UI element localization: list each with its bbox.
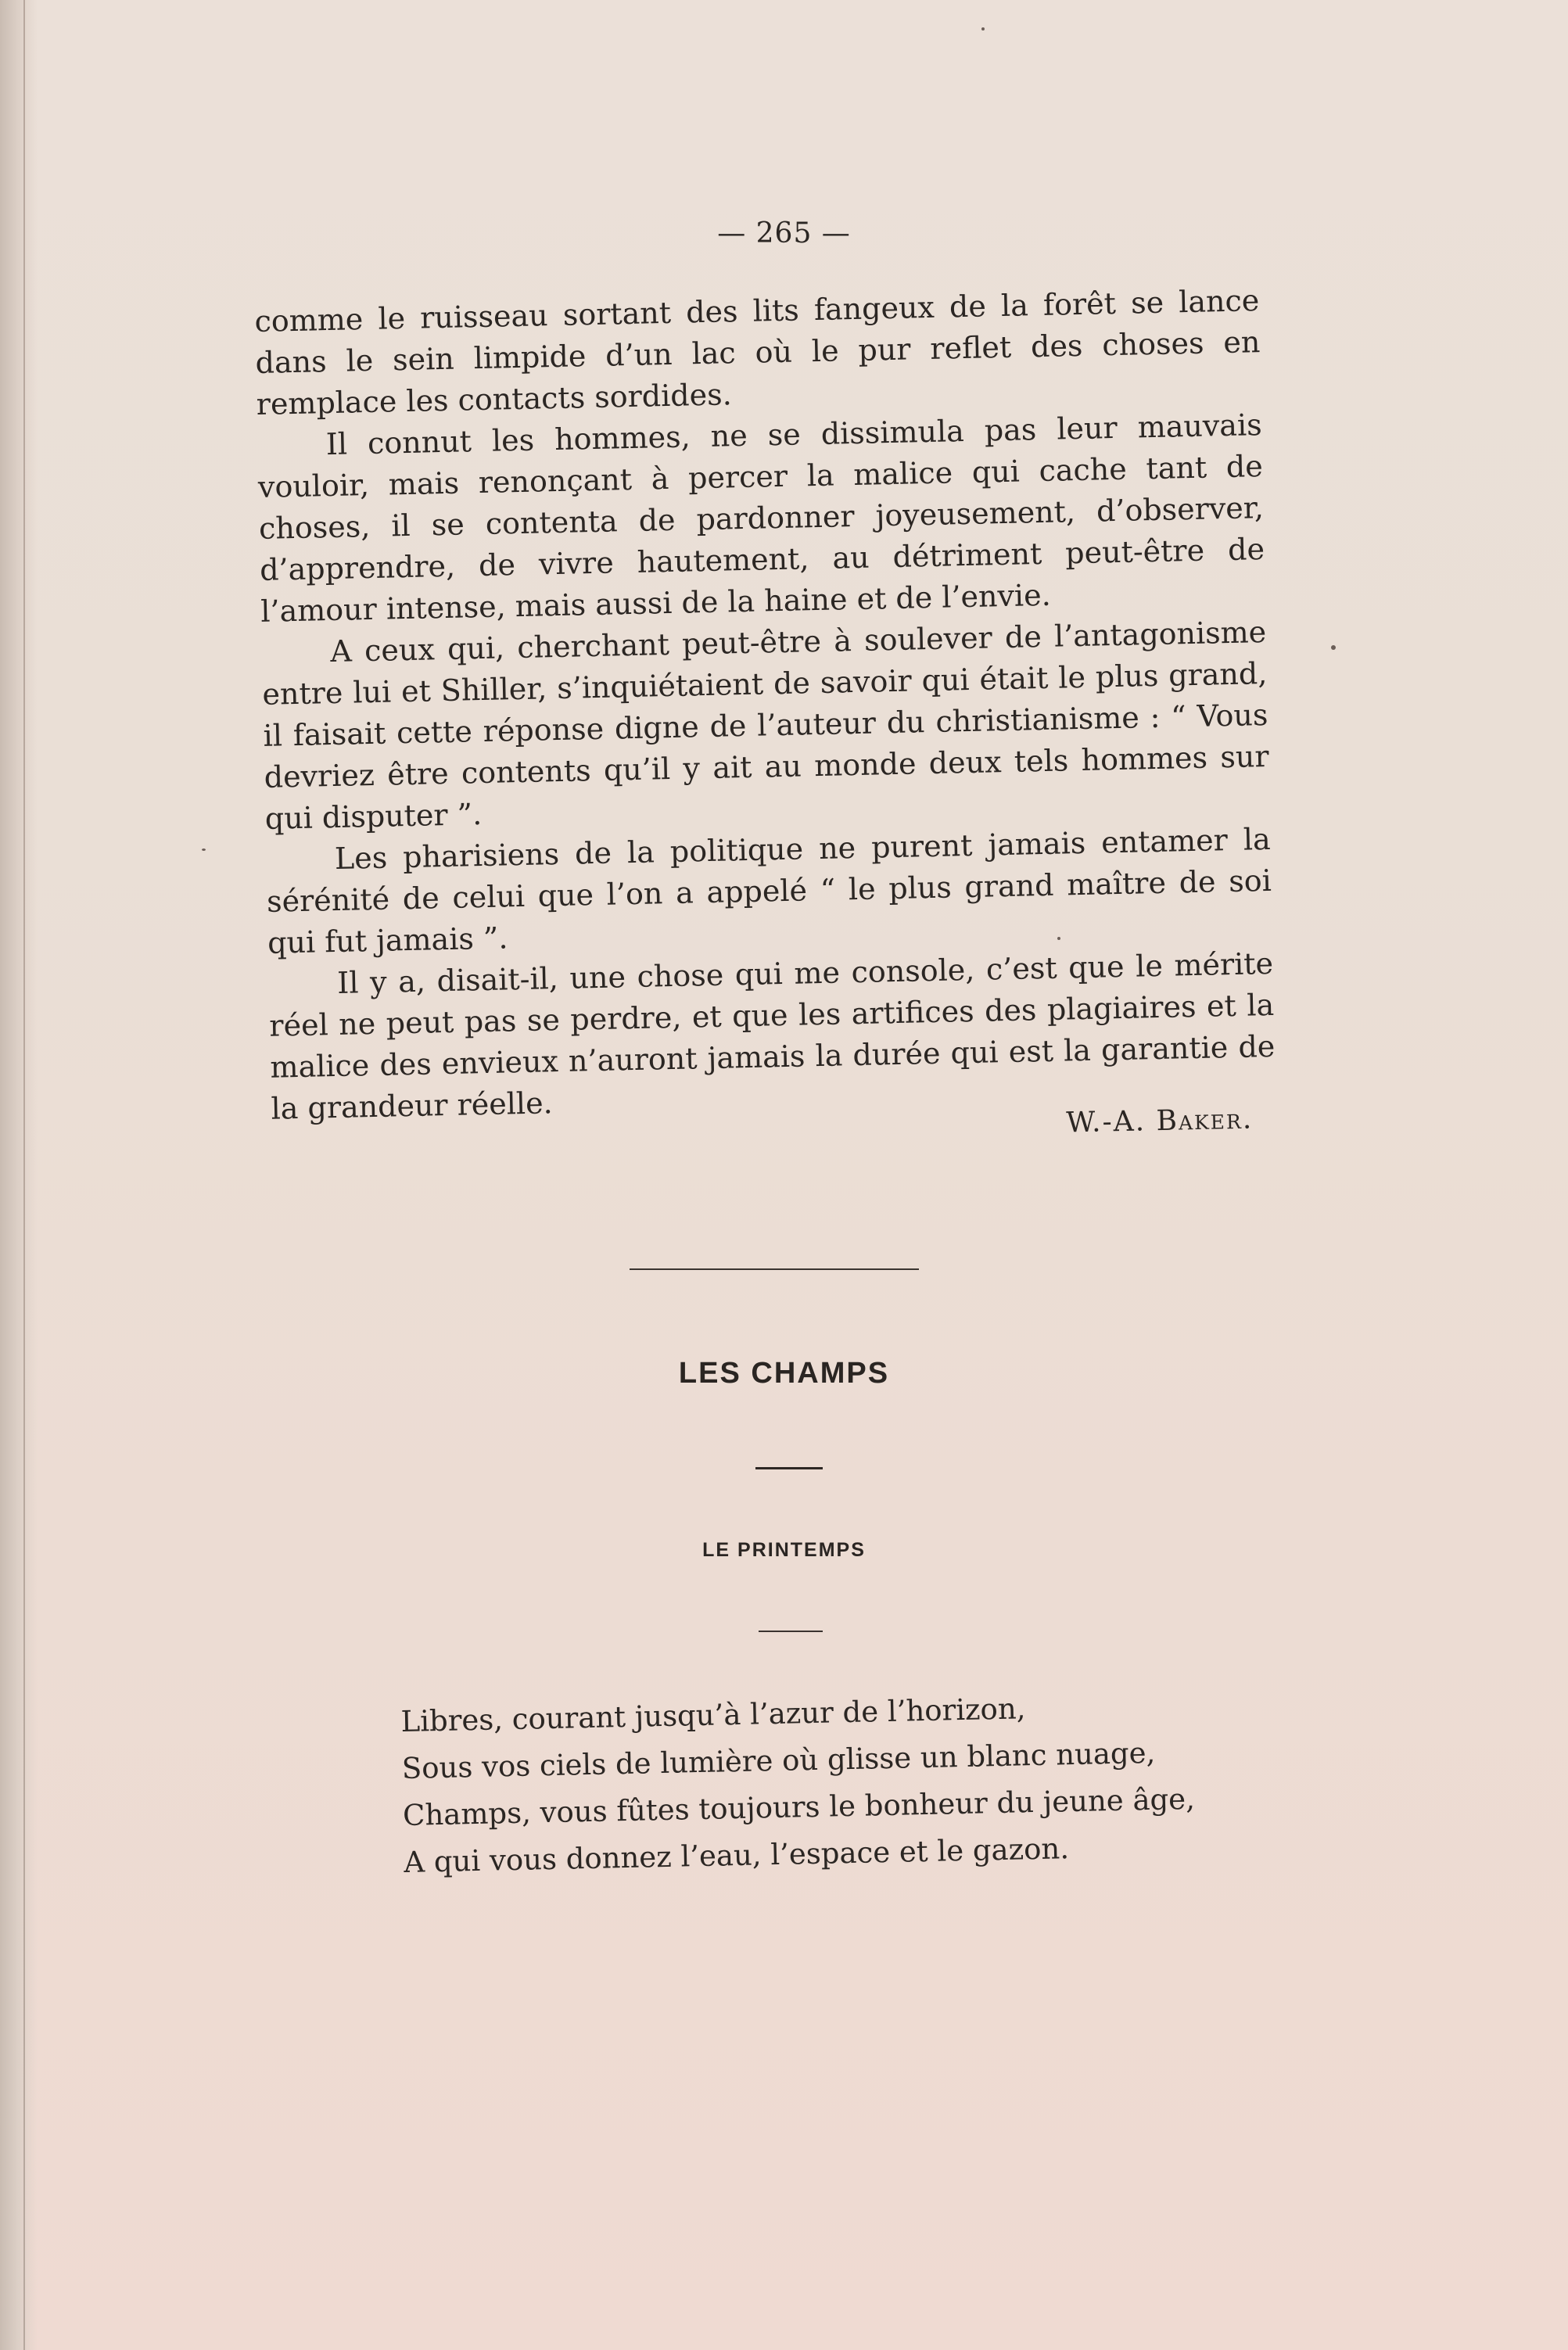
poem-line: Libres, courant jusqu’à l’azur de l’horizon, — [400, 1692, 1026, 1738]
paper-speck — [1331, 645, 1336, 650]
article-paragraph: Il connut les hommes, ne se dissimula pas leur mauvais vouloir, mais renonçant à percer la malice qui cache tant de choses, il se contenta de pardonner joyeusement, d’observer, d’apprendre, de vivre hautement, au détriment peut-être de l’amour intense, mais aussi de la haine et de l’envie. — [257, 407, 1265, 629]
section-title: LES CHAMPS — [678, 1357, 890, 1390]
title-divider — [755, 1467, 823, 1469]
article-paragraph: comme le ruisseau sortant des lits fangeux de la forêt se lance dans le sein limpide d’un lac où le pur reflet des choses en remplace les contacts sordides. — [254, 283, 1261, 422]
article-paragraph: Il y a, disait-il, une chose qui me console, c’est que le mérite réel ne peut pas se perdre, et que les artifices des plagiaires et la malice des envieux n’auront jamais la durée qui est la garantie de la grandeur réelle. — [268, 945, 1276, 1126]
page-number: — 265 — — [717, 217, 851, 249]
poem-line: Champs, vous fûtes toujours le bonheur du jeune âge, — [402, 1781, 1196, 1832]
subsection-title: LE PRINTEMPS — [702, 1539, 866, 1561]
page-binding-edge — [0, 0, 38, 2350]
author-signature: W.-A. Baker. — [1065, 1103, 1254, 1139]
poem-line: A qui vous donnez l’eau, l’espace et le gazon. — [403, 1832, 1070, 1879]
section-divider — [630, 1268, 919, 1270]
page-fold-line — [23, 0, 25, 2350]
article-paragraph: Les pharisiens de la politique ne purent jamais entamer la sérénité de celui que l’on a appelé “ le plus grand maître de soi qui fut jamais ”. — [266, 821, 1272, 960]
article-body — [254, 280, 1277, 1161]
subtitle-divider — [759, 1631, 823, 1632]
paper-speck — [981, 27, 985, 30]
poem-line: Sous vos ciels de lumière où glisse un blanc nuage, — [401, 1735, 1156, 1785]
article-paragraph: A ceux qui, cherchant peut-être à soulever de l’antagonisme entre lui et Shiller, s’inquiétaient de savoir qui était le plus grand, il faisait cette réponse digne de l’auteur du christianisme : “ Vous devriez être contents qu’il y ait au monde deux tels hommes sur qui disputer ”. — [262, 614, 1269, 836]
poem-stanza — [400, 1681, 1225, 1886]
paper-speck — [202, 849, 206, 851]
